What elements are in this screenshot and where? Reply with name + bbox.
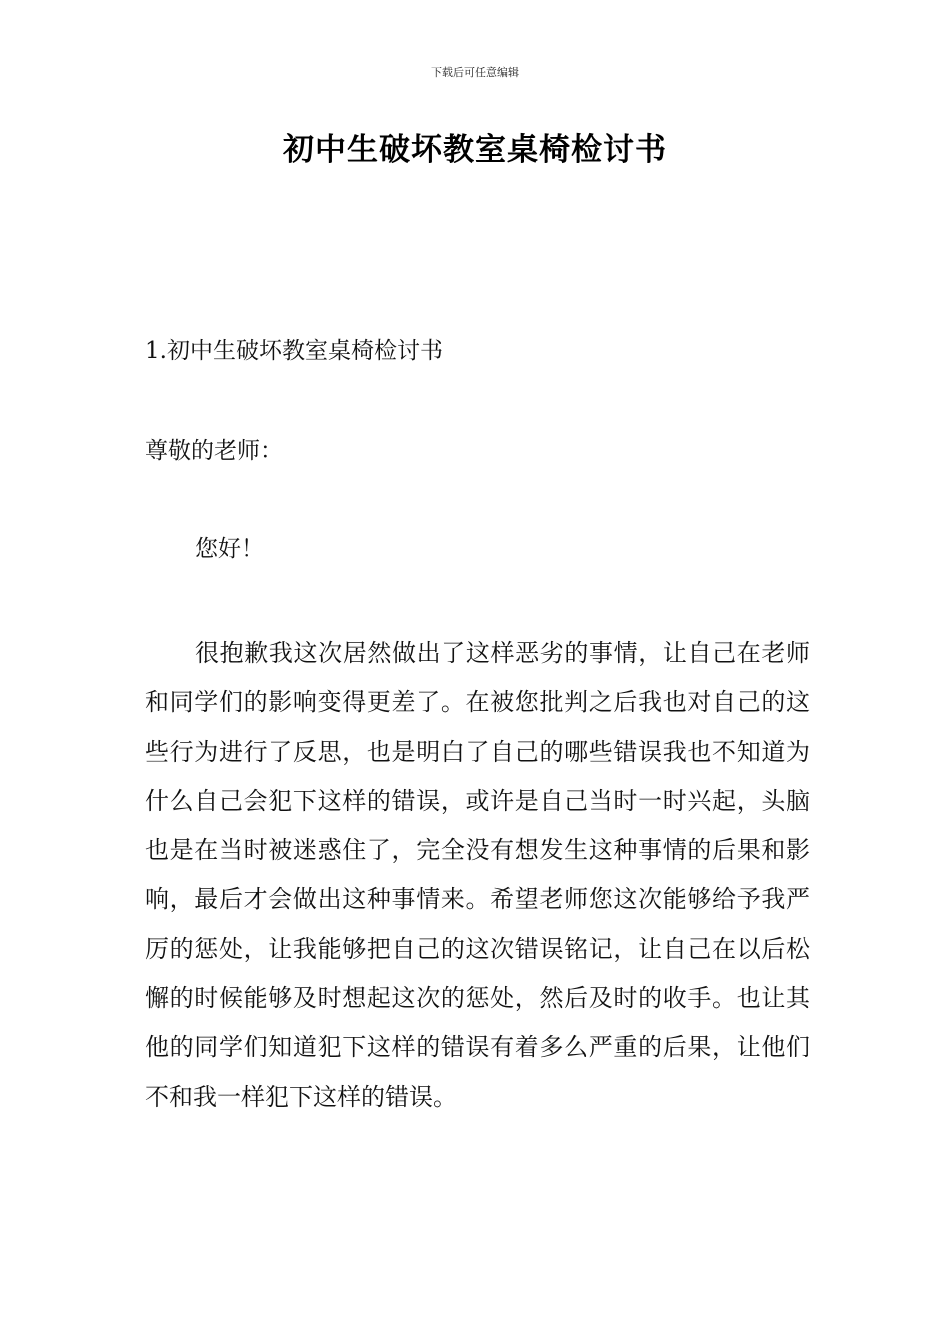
document-title: 初中生破坏教室桌椅检讨书	[283, 132, 667, 168]
salutation: 尊敬的老师：	[145, 438, 283, 464]
section-heading: 1.初中生破坏教室桌椅检讨书	[145, 338, 443, 364]
body-paragraph: 很抱歉我这次居然做出了这样恶劣的事情，让自己在老师和同学们的影响变得更差了。在被您批判之后我也对自己的这些行为进行了反思，也是明白了自己的哪些错误我也不知道为什么自己会犯下这样的错误，或许是自己当时一时兴起，头脑也是在当时被迷惑住了，完全没有想发生这种事情的后果和影响，最后才会做出这种事情来。希望老师您这次能够给予我严厉的惩处，让我能够把自己的这次错误铭记，让自己在以后松懈的时候能够及时想起这次的惩处，然后及时的收手。也让其他的同学们知道犯下这样的错误有着多么严重的后果，让他们不和我一样犯下这样的错误。	[145, 639, 810, 1111]
greeting: 您好！	[195, 536, 264, 562]
page-header-note: 下载后可任意编辑	[431, 66, 519, 79]
